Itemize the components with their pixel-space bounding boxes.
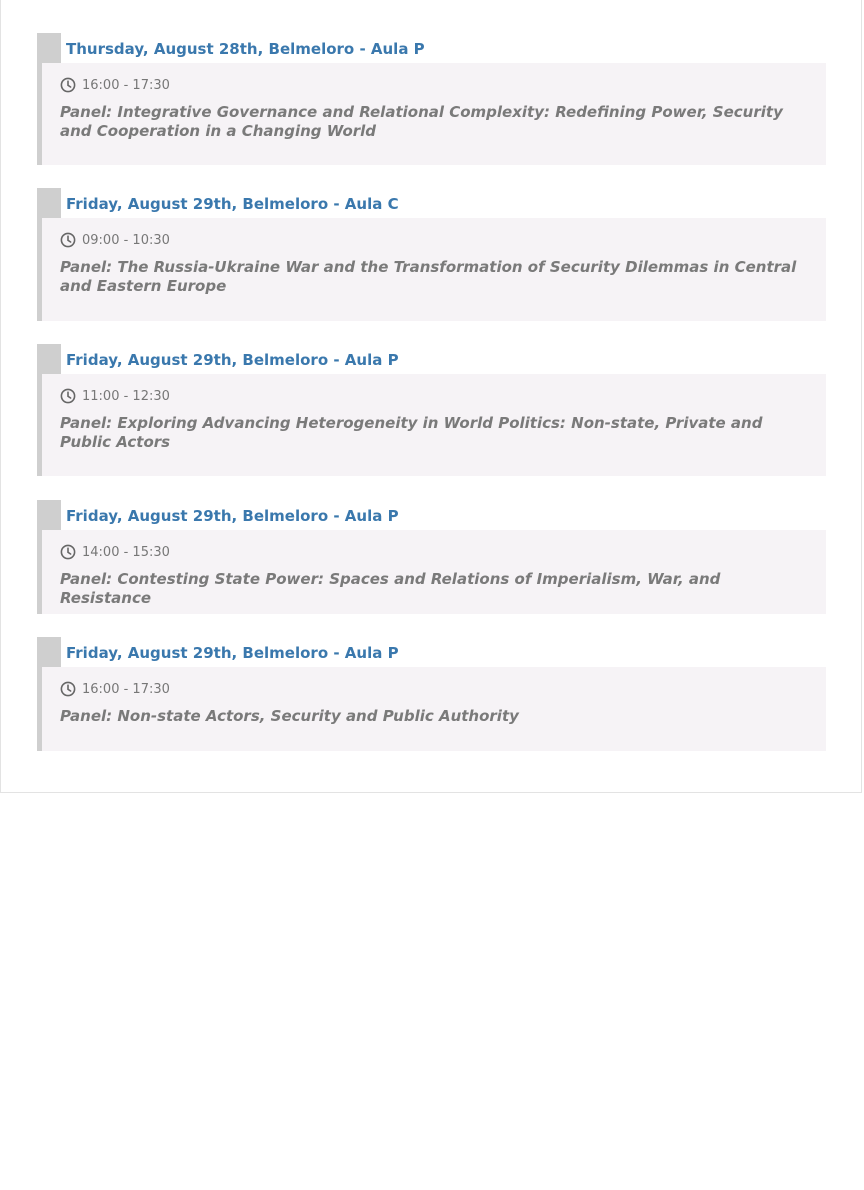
session-title: Panel: Integrative Governance and Relational Complexity: Redefining Power, Security and Cooperation in a Changing World bbox=[60, 103, 783, 140]
session-date: Friday, August 29th, Belmeloro - Aula P bbox=[66, 507, 399, 525]
session-title: Panel: The Russia-Ukraine War and the Transformation of Security Dilemmas in Central and Eastern Europe bbox=[60, 258, 797, 295]
session-time-text: 16:00 - 17:30 bbox=[82, 77, 170, 93]
session-time-text: 16:00 - 17:30 bbox=[82, 681, 170, 697]
session-time bbox=[60, 231, 806, 249]
session-date: Friday, August 29th, Belmeloro - Aula P bbox=[66, 351, 399, 369]
session-card bbox=[37, 188, 826, 321]
session-body bbox=[37, 530, 826, 614]
clock-icon bbox=[60, 77, 76, 93]
session-marker bbox=[37, 33, 61, 63]
session-time bbox=[60, 680, 806, 698]
session-body bbox=[37, 667, 826, 751]
session-date: Friday, August 29th, Belmeloro - Aula C bbox=[66, 195, 399, 213]
session-title: Panel: Non-state Actors, Security and Public Authority bbox=[60, 707, 519, 725]
session-header bbox=[37, 33, 826, 63]
session-header bbox=[37, 344, 826, 374]
session-marker bbox=[37, 344, 61, 374]
session-body bbox=[37, 63, 826, 165]
session-body bbox=[37, 374, 826, 476]
session-title: Panel: Exploring Advancing Heterogeneity in World Politics: Non-state, Private and Public Actors bbox=[60, 414, 763, 451]
session-time-text: 14:00 - 15:30 bbox=[82, 544, 170, 560]
session-card bbox=[37, 33, 826, 165]
session-time bbox=[60, 387, 806, 405]
session-body bbox=[37, 218, 826, 321]
session-title: Panel: Contesting State Power: Spaces and Relations of Imperialism, War, and Resistance bbox=[60, 570, 721, 607]
session-card bbox=[37, 344, 826, 476]
session-time bbox=[60, 76, 806, 94]
session-marker bbox=[37, 637, 61, 667]
session-header bbox=[37, 637, 826, 667]
session-date: Thursday, August 28th, Belmeloro - Aula P bbox=[66, 40, 425, 58]
session-marker bbox=[37, 188, 61, 218]
session-date: Friday, August 29th, Belmeloro - Aula P bbox=[66, 644, 399, 662]
session-card bbox=[37, 500, 826, 614]
clock-icon bbox=[60, 388, 76, 404]
session-marker bbox=[37, 500, 61, 530]
session-card bbox=[37, 637, 826, 751]
clock-icon bbox=[60, 232, 76, 248]
session-time-text: 11:00 - 12:30 bbox=[82, 388, 170, 404]
clock-icon bbox=[60, 681, 76, 697]
session-header bbox=[37, 500, 826, 530]
session-time-text: 09:00 - 10:30 bbox=[82, 232, 170, 248]
session-time bbox=[60, 543, 806, 561]
session-header bbox=[37, 188, 826, 218]
clock-icon bbox=[60, 544, 76, 560]
